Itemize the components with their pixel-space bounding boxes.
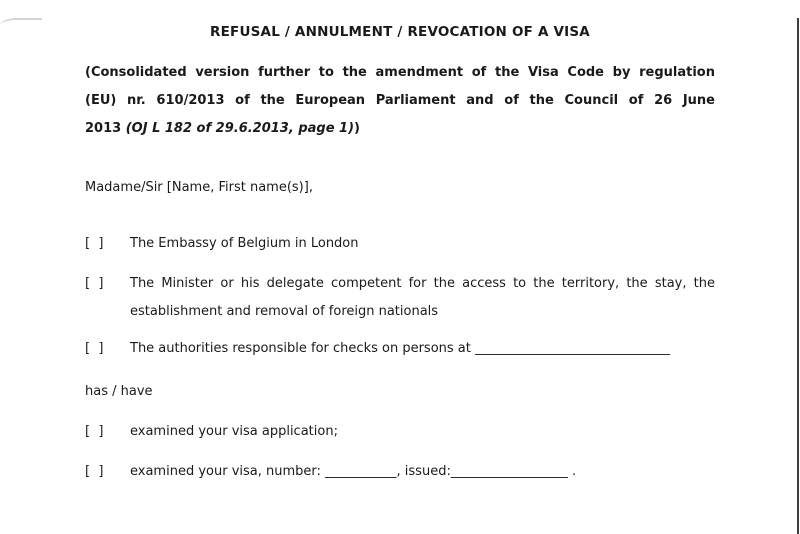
checkbox-minister[interactable]: [ ] — [85, 276, 104, 291]
issued-label: , issued: — [396, 464, 451, 479]
greeting-line: Madame/Sir [Name, First name(s)], — [85, 180, 313, 195]
intro-line-2: (EU) nr. 610/2013 of the European Parliament and of the Council of 26 June — [85, 93, 715, 108]
issued-fill-in-blank[interactable]: __________________ — [450, 464, 568, 479]
option-minister-line-2: establishment and removal of foreign nationals — [130, 304, 439, 319]
examined-visa-text: examined your visa, number: — [130, 464, 326, 479]
option-examined-visa-label — [130, 458, 715, 486]
visa-number-fill-in-blank[interactable]: ___________ — [325, 464, 397, 479]
option-minister — [85, 270, 715, 326]
checkbox-checks-authorities[interactable]: [ ] — [85, 341, 104, 356]
intro-line-3-close: ) — [354, 121, 360, 136]
option-minister-label — [130, 270, 715, 326]
oj-reference: (OJ L 182 of 29.6.2013, page 1) — [125, 121, 355, 136]
checkbox-examined-application[interactable]: [ ] — [85, 424, 104, 439]
option-examined-application-label: examined your visa application; — [130, 424, 338, 439]
document-page — [0, 18, 800, 534]
intro-line-3 — [85, 115, 715, 143]
document-title: REFUSAL / ANNULMENT / REVOCATION OF A VISA — [210, 24, 590, 40]
option-embassy-label: The Embassy of Belgium in London — [130, 236, 359, 251]
option-minister-line-1: The Minister or his delegate competent for the access to the territory, the stay, the — [130, 276, 715, 291]
checkbox-embassy[interactable]: [ ] — [85, 236, 104, 251]
intro-paragraph — [85, 59, 715, 143]
intro-line-3-text: 2013 — [85, 121, 126, 136]
checkbox-examined-visa[interactable]: [ ] — [85, 464, 104, 479]
has-have-line: has / have — [85, 384, 153, 399]
intro-line-1: (Consolidated version further to the amendment of the Visa Code by regulation — [85, 65, 715, 80]
sentence-end: . — [567, 464, 577, 479]
option-checks-authorities — [85, 335, 715, 363]
option-examined-application — [85, 418, 715, 446]
document-content — [0, 18, 800, 486]
location-fill-in-blank[interactable]: ______________________________ — [475, 341, 670, 356]
option-examined-visa — [85, 458, 715, 486]
option-embassy — [85, 230, 715, 258]
option-checks-authorities-text: The authorities responsible for checks on persons at — [130, 341, 475, 356]
option-checks-authorities-label — [130, 335, 715, 363]
